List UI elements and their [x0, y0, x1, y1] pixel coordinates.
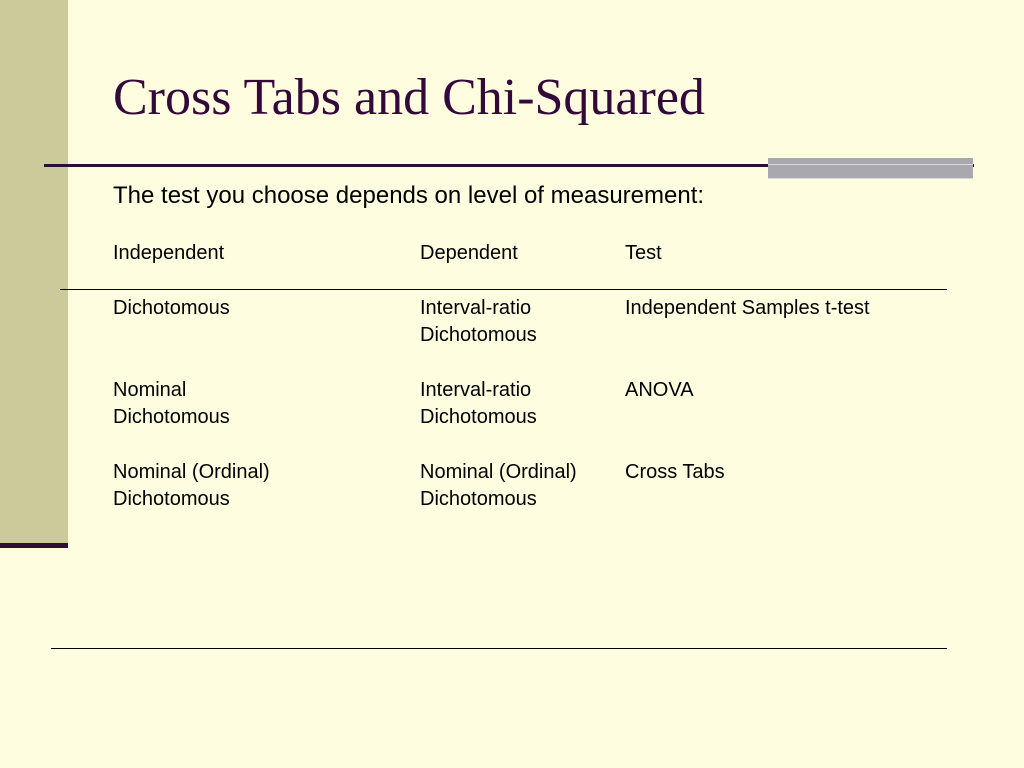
row-3-independent-line-2: Dichotomous [113, 488, 230, 510]
header-test: Test [625, 242, 662, 264]
row-3-dependent-line-1: Nominal (Ordinal) [420, 461, 577, 483]
row-1-dependent [420, 295, 537, 349]
row-2-independent-line-1: Nominal [113, 379, 187, 401]
row-1-dependent-line-2: Dichotomous [420, 324, 537, 346]
row-2-dependent-line-1: Interval-ratio [420, 379, 532, 401]
row-2-independent [113, 377, 230, 431]
row-2-test: ANOVA [625, 379, 694, 401]
slide-title: Cross Tabs and Chi-Squared [113, 69, 705, 126]
header-dependent: Dependent [420, 242, 518, 264]
header-independent: Independent [113, 242, 225, 264]
row-1-test: Independent Samples t-test [625, 297, 870, 319]
left-accent-bar [0, 0, 68, 545]
table-bottom-rule [51, 648, 947, 649]
row-1-dependent-line-1: Interval-ratio [420, 297, 532, 319]
row-2-dependent [420, 377, 537, 431]
left-accent-underline [0, 543, 68, 548]
row-3-test: Cross Tabs [625, 461, 725, 483]
row-3-dependent [420, 459, 577, 513]
slide-subtitle: The test you choose depends on level of measurement: [113, 182, 705, 209]
decorative-gray-bar [768, 158, 973, 179]
row-2-dependent-line-2: Dichotomous [420, 406, 537, 428]
row-1-independent-line-1: Dichotomous [113, 297, 230, 319]
row-3-independent [113, 459, 270, 513]
row-3-independent-line-1: Nominal (Ordinal) [113, 461, 270, 483]
row-1-independent [113, 295, 230, 322]
row-3-dependent-line-2: Dichotomous [420, 488, 537, 510]
header-divider [60, 289, 947, 290]
row-2-independent-line-2: Dichotomous [113, 406, 230, 428]
